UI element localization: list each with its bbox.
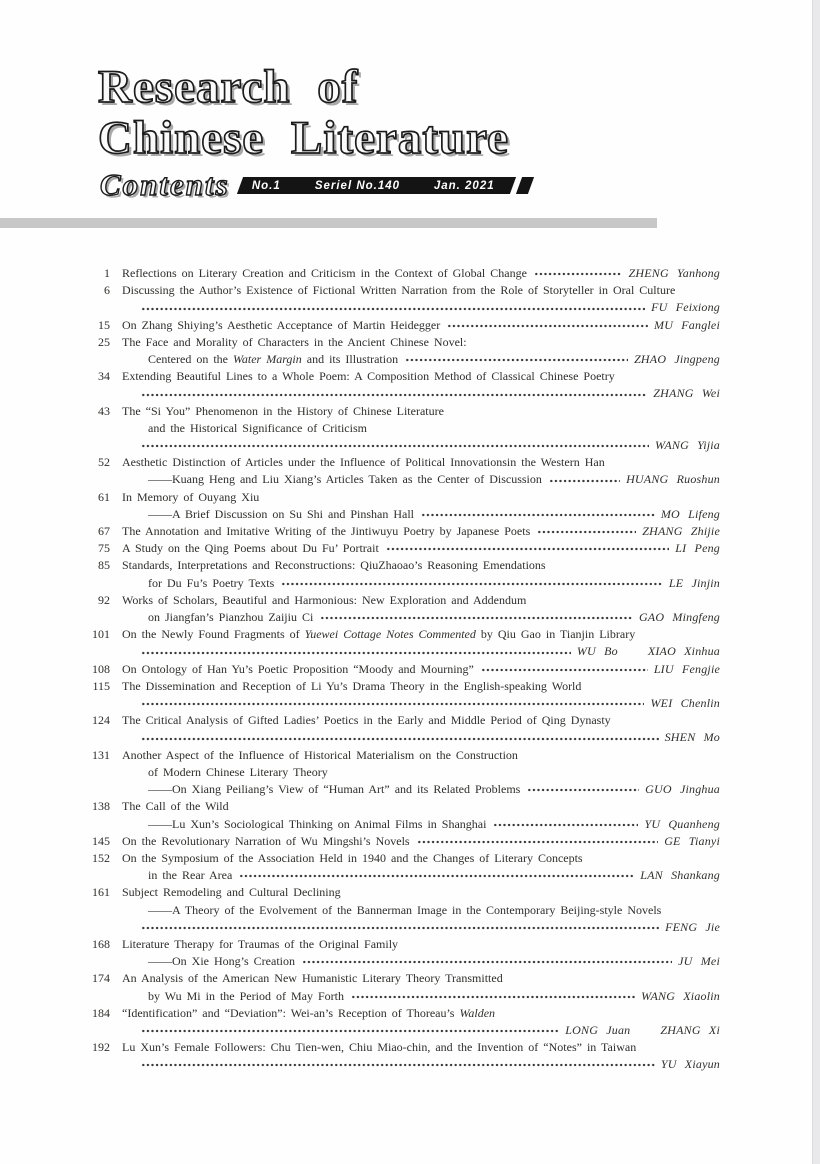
page-number: 174 bbox=[92, 971, 110, 986]
page-scan-edge bbox=[812, 0, 820, 1164]
author-name: FENG Jie bbox=[665, 919, 720, 934]
author-names bbox=[644, 816, 720, 833]
entry-title-text: An Analysis of the American New Humanistic Literary Theory Transmitted bbox=[122, 971, 503, 986]
toc-entry bbox=[82, 368, 720, 402]
entry-line bbox=[122, 471, 720, 488]
page-number: 34 bbox=[98, 369, 110, 384]
author-name: LI Peng bbox=[675, 541, 720, 556]
author-name: MO Lifeng bbox=[660, 506, 720, 521]
toc-entry bbox=[82, 712, 720, 746]
dot-leader bbox=[141, 732, 659, 745]
author-names bbox=[655, 437, 720, 454]
entry-line bbox=[122, 540, 720, 557]
entry-line bbox=[122, 575, 720, 592]
author-name: YU Quanheng bbox=[644, 816, 720, 831]
entry-title-text: Discussing the Author’s Existence of Fictional Written Narration from the Role of Storyteller in Oral Culture bbox=[122, 283, 676, 298]
entry-line bbox=[122, 437, 720, 454]
entry-line bbox=[122, 1005, 720, 1022]
entry-line bbox=[122, 764, 720, 781]
page-number: 15 bbox=[98, 317, 110, 332]
toc-entry bbox=[82, 661, 720, 678]
page-number: 85 bbox=[98, 558, 110, 573]
toc-entry bbox=[82, 798, 720, 832]
author-name: FU Feixiong bbox=[651, 300, 720, 315]
entry-title-text: The Face and Morality of Characters in the Ancient Chinese Novel: bbox=[122, 334, 467, 349]
dot-leader bbox=[141, 1024, 559, 1037]
dot-leader bbox=[549, 474, 620, 487]
author-names bbox=[641, 988, 720, 1005]
entry-line bbox=[122, 833, 720, 850]
author-names bbox=[651, 299, 720, 316]
entry-lines bbox=[122, 317, 720, 334]
entry-line bbox=[122, 317, 720, 334]
author-name: JU Mei bbox=[678, 954, 720, 969]
entry-title-text: ——Kuang Heng and Liu Xiang’s Articles Taken as the Center of Discussion bbox=[148, 472, 542, 487]
page-number: 131 bbox=[92, 747, 110, 762]
entry-title-text: On Zhang Shiying’s Aesthetic Acceptance of Martin Heidegger bbox=[122, 317, 441, 332]
author-name: GUO Jinghua bbox=[645, 782, 720, 797]
author-name: HUANG Ruoshun bbox=[626, 472, 720, 487]
entry-lines bbox=[122, 523, 720, 540]
dot-leader bbox=[386, 542, 669, 555]
dot-leader bbox=[141, 646, 571, 659]
entry-title-text: on Jiangfan’s Pianzhou Zaijiu Ci bbox=[148, 610, 314, 625]
author-names bbox=[665, 919, 720, 936]
entry-title-text: Centered on the Water Margin and its Illustration bbox=[148, 352, 399, 367]
entry-line bbox=[122, 489, 720, 506]
toc-entry bbox=[82, 265, 720, 282]
entry-line bbox=[122, 850, 720, 867]
author-name: XIAO Xinhua bbox=[647, 644, 720, 659]
entry-lines bbox=[122, 712, 720, 746]
author-name: SHEN Mo bbox=[664, 730, 720, 745]
dot-leader bbox=[421, 508, 655, 521]
entry-title-text: Literature Therapy for Traumas of the Original Family bbox=[122, 936, 399, 951]
toc-entry bbox=[82, 454, 720, 488]
entry-line bbox=[122, 592, 720, 609]
entry-line bbox=[122, 626, 720, 643]
page-number: 161 bbox=[92, 885, 110, 900]
dot-leader bbox=[481, 663, 648, 676]
entry-line bbox=[122, 351, 720, 368]
entry-lines bbox=[122, 678, 720, 712]
author-name: GE Tianyi bbox=[664, 833, 720, 848]
entry-title-text: In Memory of Ouyang Xiu bbox=[122, 489, 260, 504]
entry-line bbox=[122, 1022, 720, 1039]
entry-line bbox=[122, 953, 720, 970]
author-name: ZHANG Zhijie bbox=[642, 524, 720, 539]
entry-line bbox=[122, 970, 720, 987]
author-name: LE Jinjin bbox=[668, 575, 720, 590]
issue-bar-tail-decoration bbox=[516, 177, 534, 194]
entry-line bbox=[122, 368, 720, 385]
entry-line bbox=[122, 747, 720, 764]
dot-leader bbox=[351, 990, 635, 1003]
page-number: 108 bbox=[92, 661, 110, 676]
page-number: 192 bbox=[92, 1040, 110, 1055]
entry-title-text: On the Revolutionary Narration of Wu Mingshi’s Novels bbox=[122, 833, 410, 848]
page-number: 6 bbox=[104, 283, 110, 298]
entry-line bbox=[122, 712, 720, 729]
toc-entry bbox=[82, 1039, 720, 1073]
entry-title-text: On the Newly Found Fragments of Yuewei Cottage Notes Commented by Qiu Gao in Tianjin Library bbox=[122, 627, 636, 642]
dot-leader bbox=[141, 697, 644, 710]
toc-entry bbox=[82, 936, 720, 970]
entry-line bbox=[122, 557, 720, 574]
entry-lines bbox=[122, 403, 720, 455]
entry-title-text: for Du Fu’s Poetry Texts bbox=[148, 575, 275, 590]
entry-lines bbox=[122, 282, 720, 316]
entry-line bbox=[122, 729, 720, 746]
author-name: WANG Yijia bbox=[655, 438, 720, 453]
entry-title-text: Aesthetic Distinction of Articles under the Influence of Political Innovationsin the Western Han bbox=[122, 455, 605, 470]
dot-leader bbox=[534, 267, 623, 280]
entry-title-text: Extending Beautiful Lines to a Whole Poem: A Composition Method of Classical Chinese Poetry bbox=[122, 369, 615, 384]
entry-line bbox=[122, 523, 720, 540]
entry-line bbox=[122, 299, 720, 316]
entry-line bbox=[122, 403, 720, 420]
page-number: 152 bbox=[92, 850, 110, 865]
entry-lines bbox=[122, 850, 720, 884]
entry-title-text: Reflections on Literary Creation and Criticism in the Context of Global Change bbox=[122, 266, 527, 280]
entry-line bbox=[122, 816, 720, 833]
page-number: 75 bbox=[98, 541, 110, 556]
author-names bbox=[565, 1022, 720, 1039]
entry-line bbox=[122, 282, 720, 299]
entry-line bbox=[122, 661, 720, 678]
author-names bbox=[669, 575, 720, 592]
author-name: MU Fanglei bbox=[654, 317, 720, 332]
entry-line bbox=[122, 454, 720, 471]
author-names bbox=[642, 523, 720, 540]
author-names bbox=[653, 385, 720, 402]
entry-lines bbox=[122, 592, 720, 626]
toc-entry bbox=[82, 850, 720, 884]
author-name: LIU Fengjie bbox=[653, 661, 720, 676]
entry-lines bbox=[122, 368, 720, 402]
entry-title-text: ——On Xiang Peiliang’s View of “Human Art” and its Related Problems bbox=[148, 782, 521, 797]
entry-lines bbox=[122, 265, 720, 282]
entry-lines bbox=[122, 454, 720, 488]
entry-lines bbox=[122, 1039, 720, 1073]
entry-title-text: The “Si You” Phenomenon in the History of Chinese Literature bbox=[122, 403, 444, 418]
author-name: GAO Mingfeng bbox=[638, 610, 720, 625]
author-names bbox=[661, 506, 720, 523]
dot-leader bbox=[141, 388, 647, 401]
author-names bbox=[577, 643, 720, 660]
entry-lines bbox=[122, 833, 720, 850]
entry-title-text: in the Rear Area bbox=[148, 868, 233, 883]
author-name: ZHENG Yanhong bbox=[628, 266, 720, 280]
page-number: 124 bbox=[92, 713, 110, 728]
entry-line bbox=[122, 884, 720, 901]
dot-leader bbox=[141, 439, 649, 452]
dot-leader bbox=[320, 611, 633, 624]
entry-title-text: On the Symposium of the Association Held in 1940 and the Changes of Literary Concepts bbox=[122, 850, 583, 865]
author-names bbox=[654, 317, 720, 334]
dot-leader bbox=[141, 1058, 655, 1071]
entry-lines bbox=[122, 334, 720, 368]
entry-line bbox=[122, 643, 720, 660]
entry-title-text: A Study on the Qing Poems about Du Fu’ Portrait bbox=[122, 541, 379, 556]
toc-entry bbox=[82, 970, 720, 1004]
toc-entry bbox=[82, 747, 720, 799]
entry-lines bbox=[122, 661, 720, 678]
page-number: 168 bbox=[92, 936, 110, 951]
author-name: WEI Chenlin bbox=[650, 696, 720, 711]
entry-title-text: ——On Xie Hong’s Creation bbox=[148, 954, 295, 969]
entry-title-text: “Identification” and “Deviation”: Wei-an’s Reception of Thoreau’s Walden bbox=[122, 1005, 496, 1020]
issue-date: Jan. 2021 bbox=[433, 179, 495, 191]
dot-leader bbox=[141, 921, 659, 934]
author-name: ZHANG Wei bbox=[653, 386, 720, 401]
entry-line bbox=[122, 988, 720, 1005]
gray-divider-bar bbox=[0, 218, 657, 228]
entry-lines bbox=[122, 798, 720, 832]
entry-line bbox=[122, 506, 720, 523]
dot-leader bbox=[527, 783, 639, 796]
entry-line bbox=[122, 334, 720, 351]
toc-entry bbox=[82, 557, 720, 591]
entry-title-text: ——Lu Xun’s Sociological Thinking on Animal Films in Shanghai bbox=[148, 816, 487, 831]
dot-leader bbox=[141, 302, 645, 315]
author-name: WANG Xiaolin bbox=[641, 988, 720, 1003]
toc-entry bbox=[82, 678, 720, 712]
toc-entry bbox=[82, 403, 720, 455]
page-number: 1 bbox=[104, 266, 110, 280]
author-names bbox=[654, 661, 720, 678]
author-name: ZHANG Xi bbox=[660, 1022, 720, 1037]
journal-title-line1: Research of bbox=[98, 61, 359, 113]
entry-lines bbox=[122, 936, 720, 970]
page-number: 67 bbox=[98, 524, 110, 539]
entry-title-text: ——A Theory of the Evolvement of the Bannerman Image in the Contemporary Beijing-style Novels bbox=[148, 902, 662, 917]
page-number: 145 bbox=[92, 833, 110, 848]
toc-entry bbox=[82, 626, 720, 660]
page-number: 101 bbox=[92, 627, 110, 642]
entry-line bbox=[122, 867, 720, 884]
toc-entry bbox=[82, 884, 720, 936]
page-number: 52 bbox=[98, 455, 110, 470]
entry-title-text: by Wu Mi in the Period of May Forth bbox=[148, 988, 344, 1003]
entry-title-text: The Dissemination and Reception of Li Yu’s Drama Theory in the English-speaking World bbox=[122, 678, 582, 693]
author-names bbox=[634, 351, 720, 368]
entry-title-text: Another Aspect of the Influence of Historical Materialism on the Construction bbox=[122, 747, 518, 762]
entry-title-text: Standards, Interpretations and Reconstructions: QiuZhaoao’s Reasoning Emendations bbox=[122, 558, 546, 573]
entry-lines bbox=[122, 884, 720, 936]
toc-entry bbox=[82, 1005, 720, 1039]
dot-leader bbox=[493, 818, 638, 831]
entry-lines bbox=[122, 747, 720, 799]
journal-title-line2: Chinese Literature bbox=[98, 112, 509, 164]
dot-leader bbox=[417, 835, 659, 848]
toc-list bbox=[82, 265, 720, 1074]
author-names bbox=[650, 695, 720, 712]
entry-title-text: The Annotation and Imitative Writing of the Jintiwuyu Poetry by Japanese Poets bbox=[122, 524, 531, 539]
dot-leader bbox=[405, 353, 628, 366]
author-names bbox=[645, 781, 720, 798]
entry-title-text: of Modern Chinese Literary Theory bbox=[148, 764, 328, 779]
page-number: 92 bbox=[98, 592, 110, 607]
entry-lines bbox=[122, 557, 720, 591]
contents-heading: Contents bbox=[100, 167, 230, 202]
entry-lines bbox=[122, 489, 720, 523]
entry-title-text: The Critical Analysis of Gifted Ladies’ Poetics in the Early and Middle Period of Qing Dynasty bbox=[122, 713, 611, 728]
author-names bbox=[675, 540, 720, 557]
entry-title-text: Works of Scholars, Beautiful and Harmonious: New Exploration and Addendum bbox=[122, 592, 527, 607]
entry-line bbox=[122, 1056, 720, 1073]
entry-lines bbox=[122, 540, 720, 557]
dot-leader bbox=[281, 577, 663, 590]
toc-entry bbox=[82, 489, 720, 523]
entry-line bbox=[122, 1039, 720, 1056]
author-name: WU Bo bbox=[576, 644, 618, 659]
entry-title-text: The Call of the Wild bbox=[122, 799, 229, 814]
page-number: 43 bbox=[98, 403, 110, 418]
author-names bbox=[678, 953, 720, 970]
entry-lines bbox=[122, 626, 720, 660]
entry-title-text: and the Historical Significance of Criticism bbox=[148, 420, 367, 435]
issue-info-bar bbox=[237, 177, 516, 194]
entry-line bbox=[122, 609, 720, 626]
entry-line bbox=[122, 798, 720, 815]
entry-title-text: ——A Brief Discussion on Su Shi and Pinshan Hall bbox=[148, 506, 415, 521]
dot-leader bbox=[302, 955, 672, 968]
author-names bbox=[628, 265, 720, 282]
entry-line bbox=[122, 695, 720, 712]
toc-entry bbox=[82, 540, 720, 557]
dot-leader bbox=[239, 869, 634, 882]
dot-leader bbox=[537, 525, 636, 538]
journal-title bbox=[98, 62, 509, 164]
entry-line bbox=[122, 936, 720, 953]
author-names bbox=[639, 609, 720, 626]
author-name: YU Xiayun bbox=[660, 1057, 720, 1072]
toc-entry bbox=[82, 833, 720, 850]
toc-entry bbox=[82, 523, 720, 540]
author-name: ZHAO Jingpeng bbox=[634, 352, 720, 367]
entry-lines bbox=[122, 970, 720, 1004]
toc-entry bbox=[82, 317, 720, 334]
author-names bbox=[661, 1056, 720, 1073]
toc-entry bbox=[82, 334, 720, 368]
entry-lines bbox=[122, 1005, 720, 1039]
author-name: LONG Juan bbox=[565, 1022, 631, 1037]
entry-line bbox=[122, 420, 720, 437]
entry-line bbox=[122, 902, 720, 919]
contents-header bbox=[100, 167, 531, 202]
page-number: 184 bbox=[92, 1005, 110, 1020]
page-number: 115 bbox=[92, 678, 110, 693]
entry-line bbox=[122, 919, 720, 936]
author-names bbox=[665, 729, 720, 746]
author-names bbox=[640, 867, 720, 884]
author-names bbox=[664, 833, 720, 850]
toc-entry bbox=[82, 592, 720, 626]
toc-entry bbox=[82, 282, 720, 316]
dot-leader bbox=[447, 319, 648, 332]
entry-title-text: Lu Xun’s Female Followers: Chu Tien-wen, Chiu Miao-chin, and the Invention of “Notes” in Taiwan bbox=[122, 1040, 637, 1055]
author-names bbox=[626, 471, 720, 488]
entry-title-text: On Ontology of Han Yu’s Poetic Proposition “Moody and Mourning” bbox=[122, 661, 474, 676]
entry-line bbox=[122, 781, 720, 798]
entry-title-text: Subject Remodeling and Cultural Declining bbox=[122, 885, 341, 900]
page-number: 138 bbox=[92, 799, 110, 814]
serial-number: Seriel No.140 bbox=[314, 179, 400, 191]
page-number: 25 bbox=[98, 334, 110, 349]
entry-line bbox=[122, 265, 720, 282]
author-name: LAN Shankang bbox=[640, 868, 720, 883]
page-number: 61 bbox=[98, 489, 110, 504]
issue-number: No.1 bbox=[251, 179, 281, 191]
entry-line bbox=[122, 678, 720, 695]
entry-line bbox=[122, 385, 720, 402]
